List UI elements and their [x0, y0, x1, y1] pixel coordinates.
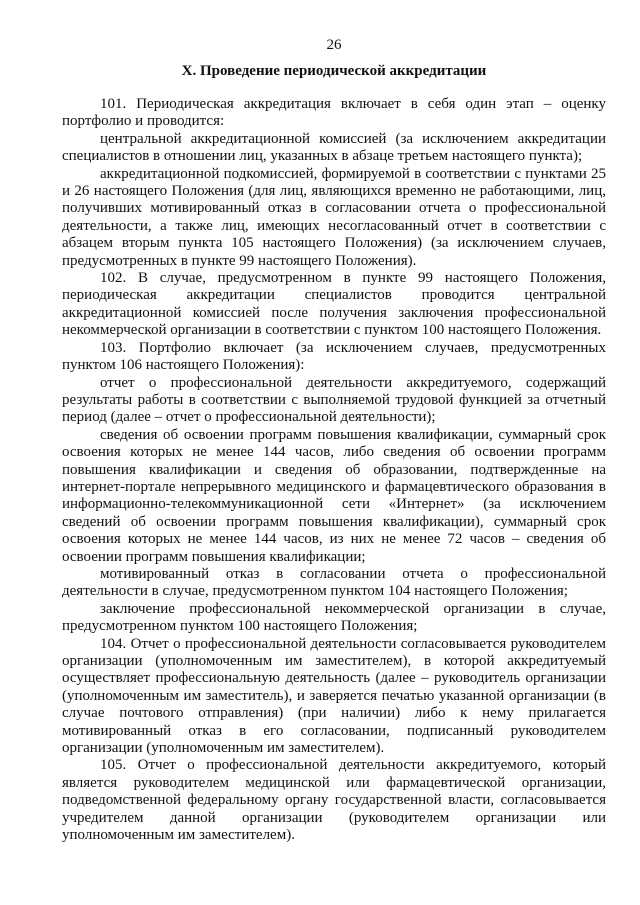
page-number: 26: [326, 37, 342, 53]
paragraph-102: 102. В случае, предусмотренном в пункте 99 настоящего Положения, периодическая аккредитации специалистов проводится центральной аккредитационной комиссией после получения заключения профессиональной некоммерческой организации в соответствии с пунктом 100 настоящего Положения.: [62, 270, 606, 339]
paragraph-103: 103. Портфолио включает (за исключением случаев, предусмотренных пунктом 106 настоящего Положения):: [62, 339, 606, 374]
paragraph-101-item-central-commission: центральной аккредитационной комиссией (за исключением аккредитации специалистов в отношении лиц, указанных в абзаце третьем настоящего пункта);: [62, 130, 606, 165]
paragraph-101-item-subcommission: аккредитационной подкомиссией, формируемой в соответствии с пунктами 25 и 26 настоящего Положения (для лиц, являющихся временно не работающими, лиц, получивших мотивированный отказ в согласовании отчета о профессиональной деятельности, а также лиц, имеющих несогласованный отчет в соответствии с абзацем вторым пункта 105 настоящего Положения) (за исключением случаев, предусмотренных в пункте 99 настоящего Положения).: [62, 165, 606, 269]
paragraph-101: 101. Периодическая аккредитация включает в себя один этап – оценку портфолио и проводится:: [62, 96, 606, 130]
paragraph-104: 104. Отчет о профессиональной деятельности согласовывается руководителем организации (уполномоченным им заместителем), в которой аккредитуемый осуществляет профессиональную деятельность (далее – руководитель организации (уполномоченным им заместитель), и заверяется печатью указанной организации (в случае почтового отправления) (при наличии) либо к нему прилагается мотивированный отказ в его согласовании, подписанный руководителем организации (уполномоченным им заместителем).: [62, 635, 606, 757]
paragraph-103-item-conclusion: заключение профессиональной некоммерческой организации в случае, предусмотренном пунктом 100 настоящего Положения;: [62, 600, 606, 635]
paragraph-103-item-training-info: сведения об освоении программ повышения квалификации, суммарный срок освоения которых не менее 144 часов, либо сведения об освоении программ повышения квалификации и сведения об образовании, подтвержденные на интернет-портале непрерывного медицинского и фармацевтического образования в информационно-телекоммуникационной сети «Интернет» (за исключением сведений об освоении программ повышения квалификации), суммарный срок освоения которых не менее 144 часов, из них не менее 72 часов – сведения об освоении программ повышения квалификации;: [62, 426, 606, 565]
paragraph-103-item-report: отчет о профессиональной деятельности аккредитуемого, содержащий результаты работы в соответствии с выполняемой трудовой функцией за отчетный период (далее – отчет о профессиональной деятельности);: [62, 374, 606, 426]
section-heading: X. Проведение периодической аккредитации: [181, 63, 487, 79]
paragraph-103-item-refusal: мотивированный отказ в согласовании отчета о профессиональной деятельности в случае, предусмотренном пунктом 104 настоящего Положения;: [62, 565, 606, 600]
paragraph-105: 105. Отчет о профессиональной деятельности аккредитуемого, который является руководителем медицинской или фармацевтической организации, подведомственной федеральному органу государственной власти, согласовывается учредителем данной организации (руководителем организации или уполномоченным им заместителем).: [62, 757, 606, 844]
